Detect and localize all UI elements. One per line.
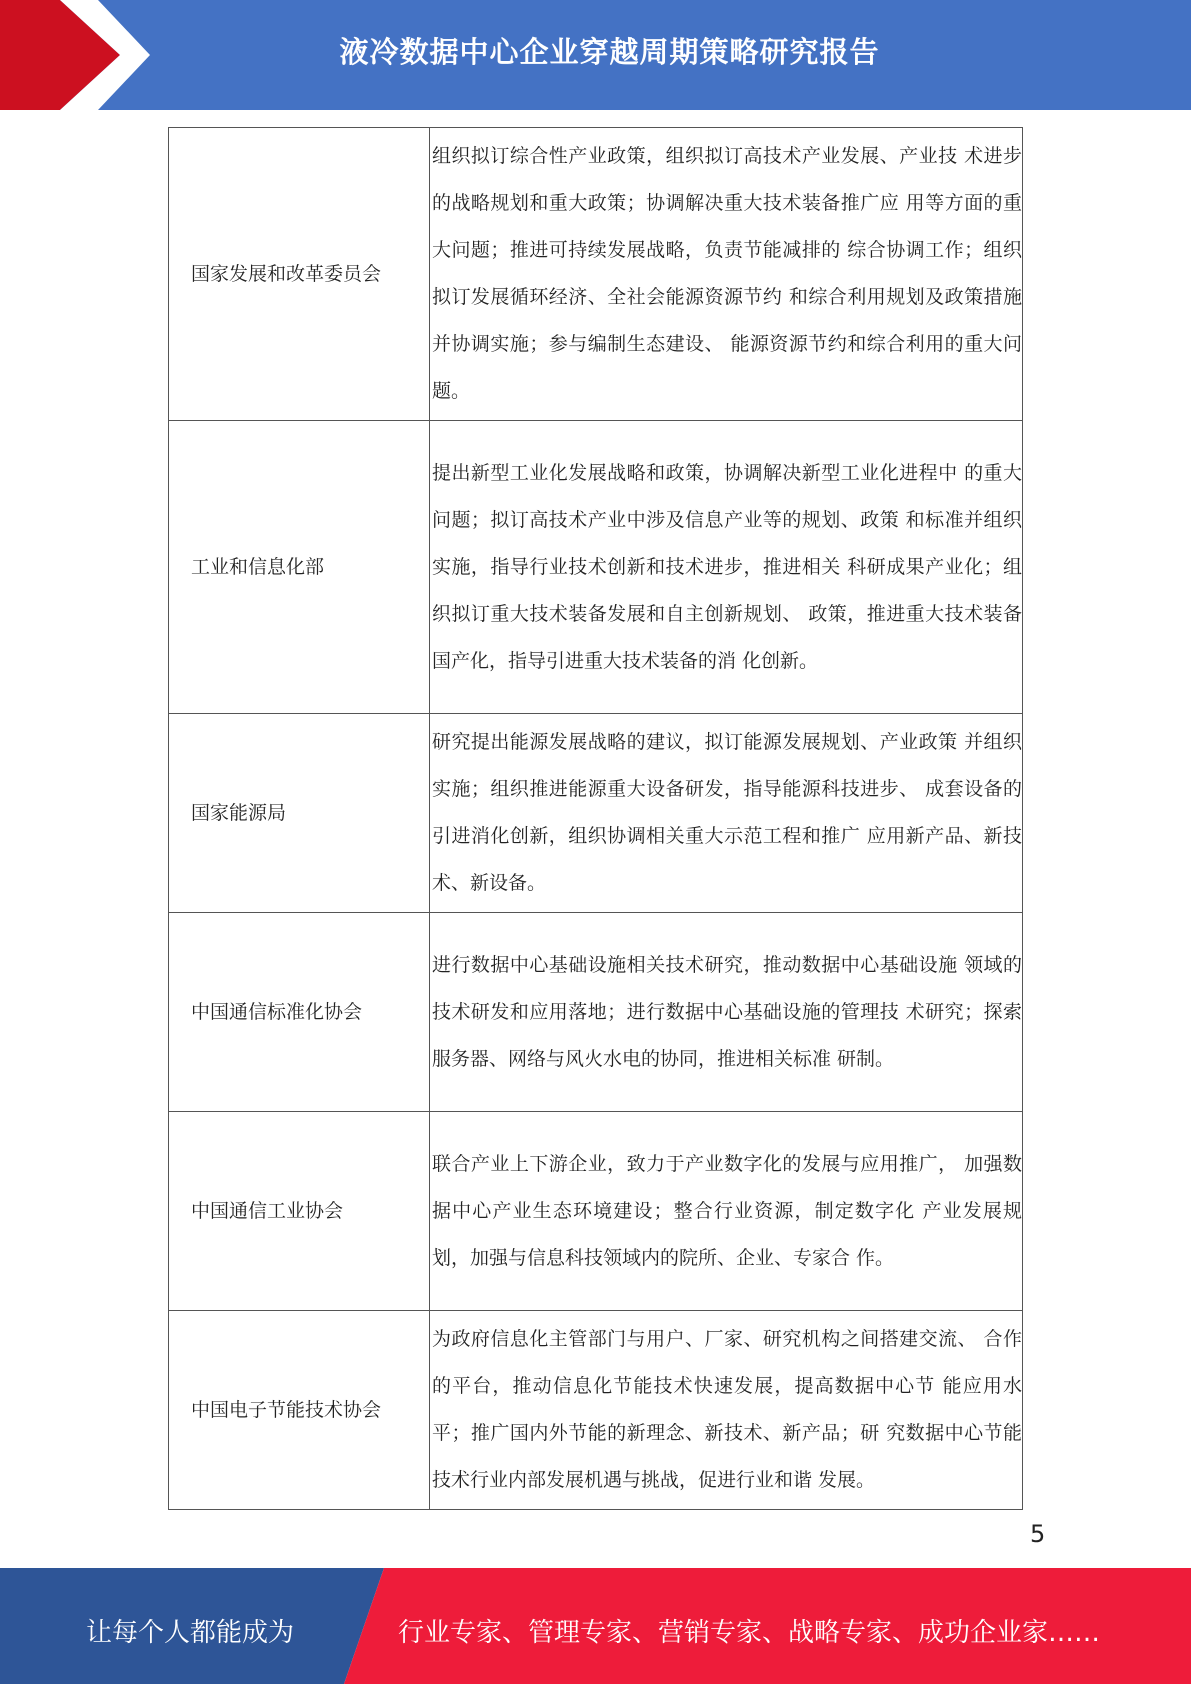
table-row bbox=[169, 421, 1023, 714]
organization-table bbox=[168, 127, 1023, 1510]
table-row bbox=[169, 913, 1023, 1112]
org-description-cell: 为政府信息化主管部门与用户、厂家、研究机构之间搭建交流、 合作的平台，推动信息化节能技术快速发展，提高数据中心节 能应用水平；推广国内外节能的新理念、新技术、新产品；研 究数据中心节能技术行业内部发展机遇与挑战，促进行业和谐 发展。 bbox=[430, 1311, 1023, 1510]
org-description-cell: 进行数据中心基础设施相关技术研究，推动数据中心基础设施 领域的技术研发和应用落地；进行数据中心基础设施的管理技 术研究；探索服务器、网络与风火水电的协同，推进相关标准 研制。 bbox=[430, 913, 1023, 1112]
org-description-cell: 组织拟订综合性产业政策，组织拟订高技术产业发展、产业技 术进步的战略规划和重大政策；协调解决重大技术装备推广应 用等方面的重大问题；推进可持续发展战略，负责节能减排的 综合协调工作；组织拟订发展循环经济、全社会能源资源节约 和综合利用规划及政策措施并协调实施；参与编制生态建设、 能源资源节约和综合利用的重大问题。 bbox=[430, 128, 1023, 421]
page-footer bbox=[0, 1568, 1191, 1684]
table-row bbox=[169, 1311, 1023, 1510]
org-name-cell: 中国通信标准化协会 bbox=[169, 913, 430, 1112]
footer-slogan-right: 行业专家、管理专家、营销专家、战略专家、成功企业家…… bbox=[398, 1618, 1101, 1648]
page-number: 5 bbox=[1030, 1520, 1046, 1548]
org-name-cell: 中国电子节能技术协会 bbox=[169, 1311, 430, 1510]
org-name-cell: 工业和信息化部 bbox=[169, 421, 430, 714]
page-header bbox=[0, 0, 1191, 110]
table-row bbox=[169, 1112, 1023, 1311]
org-description-cell: 提出新型工业化发展战略和政策，协调解决新型工业化进程中 的重大问题；拟订高技术产业中涉及信息产业等的规划、政策 和标准并组织实施，指导行业技术创新和技术进步，推进相关 科研成果产业化；组织拟订重大技术装备发展和自主创新规划、 政策，推进重大技术装备国产化，指导引进重大技术装备的消 化创新。 bbox=[430, 421, 1023, 714]
table-row bbox=[169, 714, 1023, 913]
org-description-cell: 联合产业上下游企业，致力于产业数字化的发展与应用推广， 加强数据中心产业生态环境建设；整合行业资源，制定数字化 产业发展规划，加强与信息科技领域内的院所、企业、专家合 作。 bbox=[430, 1112, 1023, 1311]
table-row bbox=[169, 128, 1023, 421]
report-title: 液冷数据中心企业穿越周期策略研究报告 bbox=[339, 35, 880, 69]
org-name-cell: 中国通信工业协会 bbox=[169, 1112, 430, 1311]
org-description-cell: 研究提出能源发展战略的建议，拟订能源发展规划、产业政策 并组织实施；组织推进能源重大设备研发，指导能源科技进步、 成套设备的引进消化创新，组织协调相关重大示范工程和推广 应用新产品、新技术、新设备。 bbox=[430, 714, 1023, 913]
footer-slogan-left: 让每个人都能成为 bbox=[85, 1618, 294, 1648]
org-name-cell: 国家发展和改革委员会 bbox=[169, 128, 430, 421]
org-name-cell: 国家能源局 bbox=[169, 714, 430, 913]
